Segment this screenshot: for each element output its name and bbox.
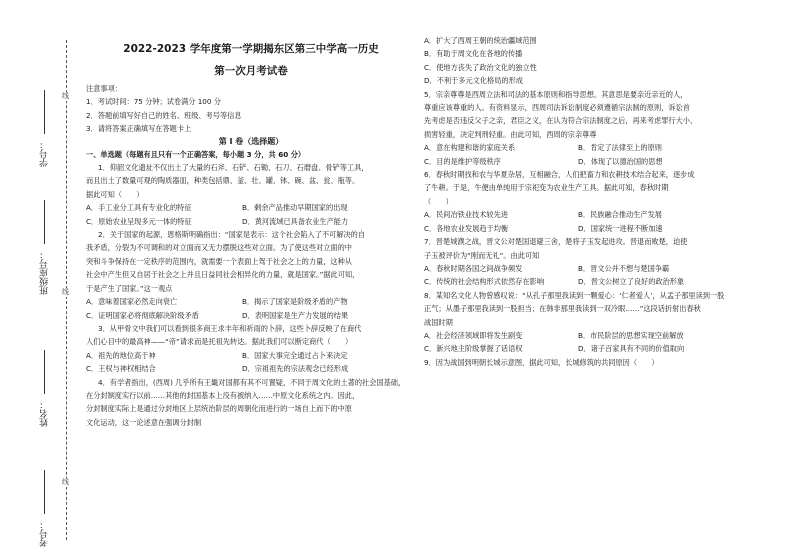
option-a[interactable]: A．意在构建和谐的家庭关系 — [424, 143, 516, 153]
question-text: 尊重应该尊重的人。有资料显示，西周司法诉讼制度必须遵循宗法制的原则，诉讼首 — [424, 103, 690, 113]
question-text: 9．因为战国到明朝长城示意图，据此可知，长城修筑的共同原因（ ） — [424, 357, 659, 367]
binding-label-student-id: 学号： — [40, 140, 50, 167]
question-8 — [424, 289, 782, 356]
binding-fill-line — [44, 200, 45, 244]
question-text: 文化运动，这一论述意在强调分封制 — [86, 417, 202, 427]
question-text: 7．晋楚城濮之战，晋文公对楚国退避三舍，楚将子玉发起进攻。晋退而败楚，迫使 — [424, 237, 688, 247]
option-row — [86, 215, 416, 228]
question-text: 而且出土了数量可观的陶质器皿，种类包括鼎、釜、壮、罐、钵、碗、盆、瓮、瓶等。 — [86, 176, 360, 186]
option-a[interactable]: A．手工业分工具有专业化的特征 — [86, 203, 192, 213]
question-4 — [86, 376, 416, 430]
binding-label-class-seat: 班级座号： — [40, 250, 50, 295]
question-text: 4．有学者指出，(西周) 几乎所有王畿对国都有其不可置疑，不同于周文化的土著的社会国基础， — [98, 377, 406, 387]
question-5 — [424, 88, 782, 168]
option-b[interactable]: B．民族融合推动生产发展 — [578, 210, 662, 220]
binding-line-mark: 线 — [62, 288, 69, 296]
question-text: 损害轻重，决定判刑轻重。由此可知，西周的宗亲尊尊 — [424, 129, 597, 139]
question-text: 于是产生了国家。”这一观点 — [86, 283, 173, 293]
section-instruction: 一、单选题（每题有且只有一个正确答案，每小题 3 分，共 60 分） — [86, 149, 306, 159]
option-row — [86, 309, 416, 322]
question-6 — [424, 168, 782, 235]
binding-line-mark: 线 — [62, 478, 69, 486]
option-row — [424, 262, 782, 275]
question-text: 据此可知（ ） — [86, 189, 144, 199]
right-column — [424, 34, 782, 550]
option-c[interactable]: C．新兴地主阶级掌握了话语权 — [424, 344, 523, 354]
option-d[interactable]: D．体现了以德治国的思想 — [578, 156, 663, 166]
question-3 — [86, 322, 416, 376]
binding-fill-line — [44, 470, 45, 514]
option-b[interactable]: B．有助于周文化在各地的传播 — [424, 49, 523, 59]
option-row — [86, 295, 416, 308]
question-text: 在分封制度实行以前……其他的封国基本上没有被纳入……中原文化系统之内。因此， — [86, 390, 360, 400]
binding-fill-line — [44, 350, 45, 394]
question-text: 我矛盾，分裂为不可调和的对立面而又无力摆脱这些对立面。为了使这些对立面的中 — [86, 243, 352, 253]
exam-subtitle: 第一次月考试卷 — [214, 65, 288, 77]
option-a[interactable]: A．民间冶铁业技术较先进 — [424, 210, 508, 220]
question-text: 1．仰韶文化遗址不仅出土了大量的石斧、石铲、石锄、石刀、石磨盘、骨铲等工具， — [98, 163, 369, 173]
option-row — [424, 208, 782, 221]
option-a[interactable]: A．祖先的地位高于神 — [86, 350, 156, 360]
option-a[interactable]: A．扩大了西周王朝的统治疆域范围 — [424, 36, 537, 45]
question-1 — [86, 161, 416, 228]
option-d[interactable]: D．晋文公树立了良好的政治形象 — [578, 277, 685, 287]
option-row — [86, 362, 416, 375]
option-row — [424, 329, 782, 342]
option-row — [86, 349, 416, 362]
option-row — [424, 155, 782, 168]
question-text: 战国时期 — [424, 317, 453, 327]
notes-item: 1．考试时间：75 分钟；试卷满分 100 分 — [86, 97, 221, 107]
question-text: 人们心目中的最高神——“帝”请求而是托祖先转达。据此我们可以断定商代（ ） — [86, 337, 353, 347]
option-d[interactable]: D．诸子百家具有不同的价值取向 — [578, 344, 685, 354]
option-a[interactable]: A．社会经济领域即将发生剧变 — [424, 330, 523, 340]
option-c[interactable]: C．证明国家必将彻底解决阶级矛盾 — [86, 310, 199, 320]
option-d[interactable]: D．不利于多元文化格局的形成 — [424, 76, 523, 86]
question-text: 社会中产生但又自居于社会之上并且日益同社会相异化的力量，就是国家。”据此可知， — [86, 270, 360, 280]
binding-fill-line — [44, 90, 45, 134]
option-c[interactable]: C．各地农业发展趋于均衡 — [424, 223, 509, 233]
question-text: 8．某知名文化人物曾感叹说：“从孔子那里我读到一颗爱心：‘仁者爱人’，从孟子那里读到一股 — [424, 290, 725, 300]
option-b[interactable]: B．市民阶层的思想实现空前解放 — [578, 330, 684, 340]
section-title: 第 I 卷（选择题） — [218, 136, 284, 146]
notes-item: 3．请将答案正确填写在答题卡上 — [86, 124, 192, 134]
question-text: （ ） — [424, 196, 453, 206]
option-d[interactable]: D．黄河流域已具备农业生产能力 — [242, 216, 349, 226]
option-c[interactable]: C．目的是维护等级秩序 — [424, 156, 501, 166]
question-text: 子玉被评价为“刚而无礼”。由此可知 — [424, 250, 540, 260]
question-text: 突和斗争保持在一定秩序的范围内，就需要一个表面上驾于社会之上的力量，这种从 — [86, 256, 352, 266]
notes-heading: 注意事项： — [86, 84, 122, 93]
option-b[interactable]: B．晋文公并不想与楚国争霸 — [578, 263, 670, 273]
option-row — [86, 201, 416, 214]
option-d[interactable]: D．表明国家是生产力发展的结果 — [242, 310, 349, 320]
option-c[interactable]: C．使地方丧失了政治文化的独立性 — [424, 62, 537, 72]
option-c[interactable]: C．传统的社会结构形式依然存在影响 — [424, 277, 545, 287]
exam-title: 2022-2023 学年度第一学期揭东区第三中学高一历史 — [123, 43, 379, 55]
option-d[interactable]: D．宗祖祖先的宗法观念已经形成 — [242, 364, 349, 374]
question-text: 6．春秋时期找和农与华夏杂居，互相融合，人们把畜力和农耕技术结合起来，逐步成 — [424, 170, 695, 180]
question-text: 3．从甲骨文中我们可以看到很多商王求丰年和祈雨的卜辞，这些卜辞反映了在商代 — [98, 323, 362, 333]
option-a[interactable]: A．春秋时期各国之间战争频发 — [424, 263, 523, 273]
option-row — [424, 342, 782, 355]
question-text: 2．关于国家的起源，恩格斯明确指出：“国家是表示：这个社会陷入了不可解决的自 — [98, 230, 366, 240]
notes-item: 2．答题前填写好自己的姓名、班级、考号等信息 — [86, 110, 242, 120]
binding-label-name: 姓名： — [40, 400, 50, 427]
option-row — [424, 222, 782, 235]
option-row — [424, 141, 782, 154]
option-b[interactable]: B．肯定了法律至上的原则 — [578, 143, 662, 153]
question-text: 了牛耕。于是，牛便由单纯用于宗祀变为农业生产工具。据此可知，春秋时期 — [424, 183, 669, 193]
question-4-options — [424, 34, 782, 88]
option-row — [424, 275, 782, 288]
question-text: 5．宗亲尊尊是西周立法和司法的基本原则和指导思想。其意思是要亲近亲近的人， — [424, 89, 688, 99]
option-b[interactable]: B．剩余产品推动早期国家的出现 — [242, 203, 348, 213]
notes-block — [86, 82, 416, 136]
binding-line-mark: 线 — [62, 92, 69, 100]
option-d[interactable]: D．国家统一进程不断加速 — [578, 223, 663, 233]
left-column — [86, 30, 416, 550]
option-b[interactable]: B．揭示了国家是阶级矛盾的产物 — [242, 297, 348, 307]
question-9 — [424, 356, 782, 369]
option-a[interactable]: A．意味着国家必然走向衰亡 — [86, 297, 178, 307]
question-text: 先考虑是否违反父子之亲，君臣之义，在认为符合宗法制度之后，再来考虑罪行大小、 — [424, 116, 698, 126]
option-c[interactable]: C．王权与神权相结合 — [86, 364, 156, 374]
binding-label-exam-no: 考号： — [40, 520, 50, 547]
option-b[interactable]: B．国家大事完全通过占卜来决定 — [242, 350, 348, 360]
option-c[interactable]: C．原始农业呈现多元一体的特征 — [86, 216, 192, 226]
binding-margin — [0, 0, 78, 560]
question-2 — [86, 228, 416, 322]
question-text: 分封制度实际上是通过分封地区上层统治阶层的周朝化而进行的一场自上而下的中原 — [86, 404, 352, 414]
question-text: 正气；从墨子那里我读到一股担当；在韩非那里我读到一双冷眼……”这段话折射出春秋 — [424, 304, 701, 314]
question-7 — [424, 235, 782, 289]
